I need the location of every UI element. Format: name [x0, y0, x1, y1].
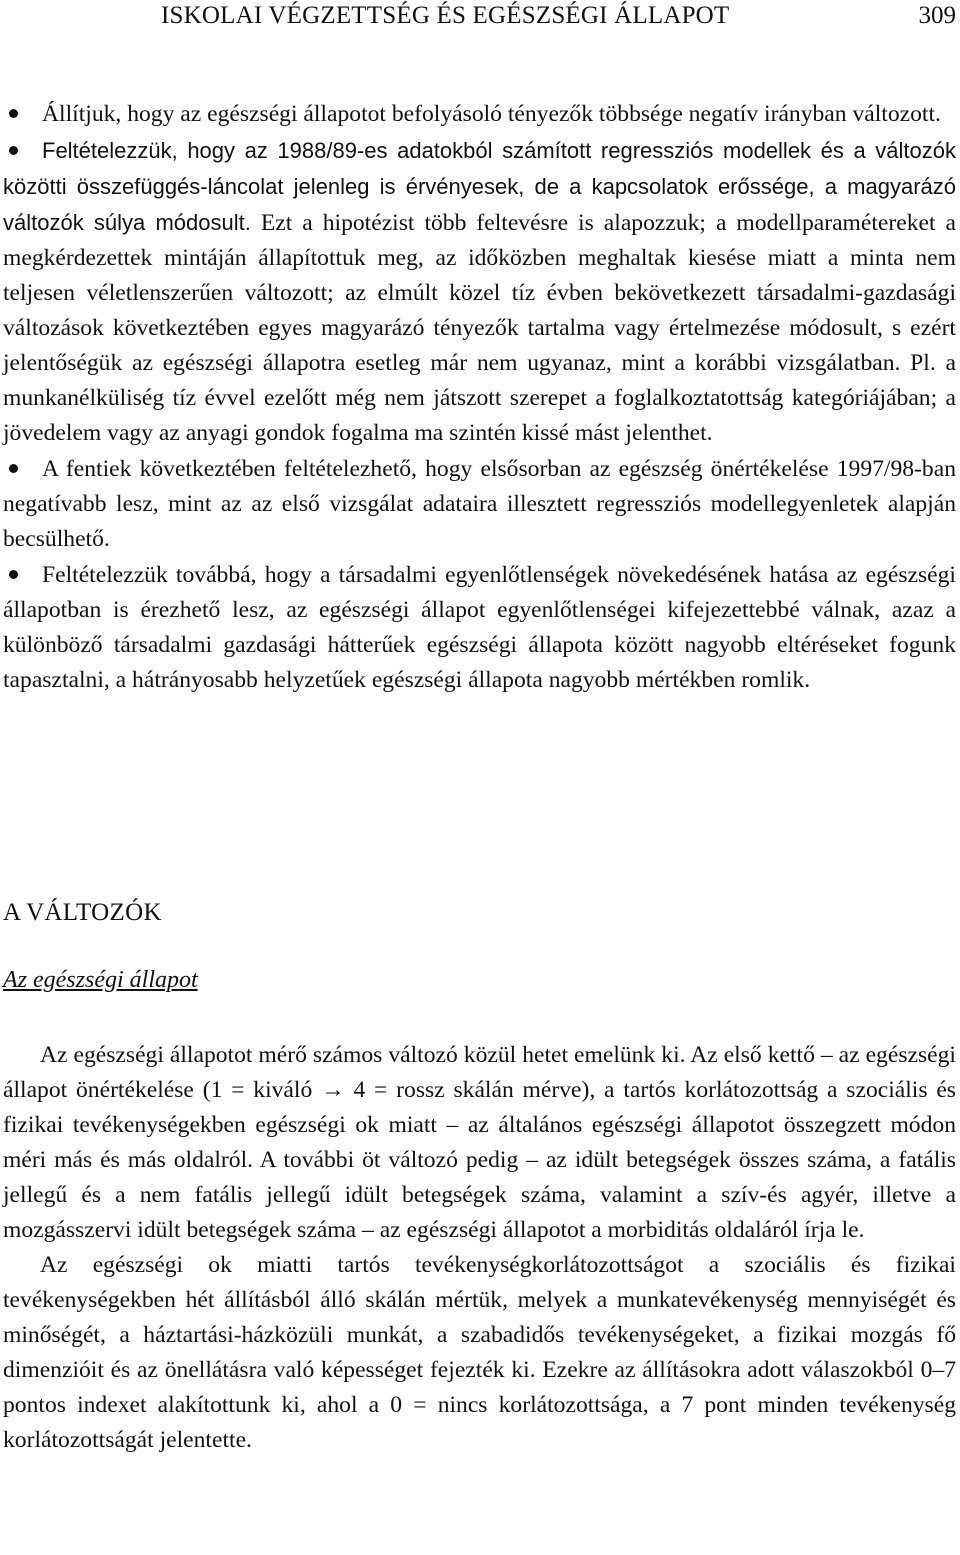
subsection-title: Az egészségi állapot — [3, 967, 198, 993]
list-item — [3, 133, 956, 451]
bullet-icon — [9, 464, 18, 473]
list-item-text-sans: Feltételezzük, hogy az 1988/89-es adatokból számított regressziós modellek és a változók közötti összefüggés-láncolat jelenleg is érvényesek, de a kapcsolatok erőssége, a magyarázó változók súlya módosult. — [3, 138, 956, 235]
bullet-icon — [9, 146, 18, 155]
list-item-text: Állítjuk, hogy az egészségi állapotot befolyásoló tényezők többsége negatív irányban változott. — [42, 101, 941, 127]
paragraph: Az egészségi ok miatti tartós tevékenységkorlátozottságot a szociális és fizikai tevékenységekben hét állításból álló skálán mértük, melyek a munkatevékenység mennyiségét és minőségét, a háztartási-házközüli munkát, a szabadidős tevékenységeket, a fizikai mozgás fő dimenzióit és az önellátásra való képességet fejezték ki. Ezekre az állításokra adott válaszokból 0–7 pontos indexet alakítottunk ki, ahol a 0 = nincs korlátozottsága, a 7 pont minden tevékenység korlátozottságát jelentette. — [3, 1252, 956, 1453]
list-item — [3, 97, 956, 132]
list-item-text: Feltételezzük továbbá, hogy a társadalmi egyenlőtlenségek növekedésének hatása az egészségi állapotban is érezhető lesz, az egészségi állapot egyenlőtlenségei kifejezettebbé válnak, azaz a különböző társadalmi gazdasági hátterűek egészségi állapota között nagyobb eltéréseket fogunk tapasztalni, a hátrányosabb helyzetűek egészségi állapota nagyobb mértékben romlik. — [3, 562, 956, 693]
hypotheses-list — [3, 97, 956, 698]
running-title: ISKOLAI VÉGZETTSÉG ÉS EGÉSZSÉGI ÁLLAPOT — [161, 2, 730, 29]
paragraph: Az egészségi állapotot mérő számos változó közül hetet emelünk ki. Az első kettő – az egészségi állapot önértékelése (1 = kiváló → 4 = rossz skálán mérve), a tartós korlátozottság a szociális és fizikai tevékenységekben egészségi ok miatt – az általános egészségi állapotot összegzett módon méri más és más oldalról. A további öt változó pedig – az idült betegségek összes száma, a fatális jellegű és a nem fatális jellegű idült betegségek száma, valamint a szív-és agyér, illetve a mozgásszervi idült betegségek száma – az egészségi állapotot a morbiditás oldaláról írja le. — [3, 1042, 956, 1243]
list-item — [3, 558, 956, 698]
section-body — [3, 1038, 956, 1458]
section-title: A VÁLTOZÓK — [3, 899, 162, 926]
bullet-icon — [9, 109, 18, 118]
list-item — [3, 452, 956, 557]
page-number: 309 — [918, 2, 956, 29]
bullet-icon — [9, 570, 18, 579]
list-item-text: A fentiek következtében feltételezhető, hogy elsősorban az egészség önértékelése 1997/98-ban negatívabb lesz, mint az az első vizsgálat adataira illesztett regressziós modellegyenletek alapján becsülhető. — [3, 456, 956, 552]
page-header — [3, 0, 956, 40]
list-item-text: Ezt a hipotézist több feltevésre is alapozzuk; a modellparamétereket a megkérdezettek mintáján állapítottuk meg, az időközben meghaltak kiesése miatt a minta nem teljesen véletlenszerűen változott; az elmúlt közel tíz évben bekövetkezett társadalmi-gazdasági változások következtében egyes magyarázó tényezők tartalma vagy értelmezése módosult, s ezért jelentőségük az egészségi állapotra esetleg már nem ugyanaz, mint a korábbi vizsgálatban. Pl. a munkanélküliség tíz évvel ezelőtt még nem játszott szerepet a foglalkoztatottság kategóriájában; a jövedelem vagy az anyagi gondok fogalma ma szintén kissé mást jelenthet. — [3, 210, 957, 446]
